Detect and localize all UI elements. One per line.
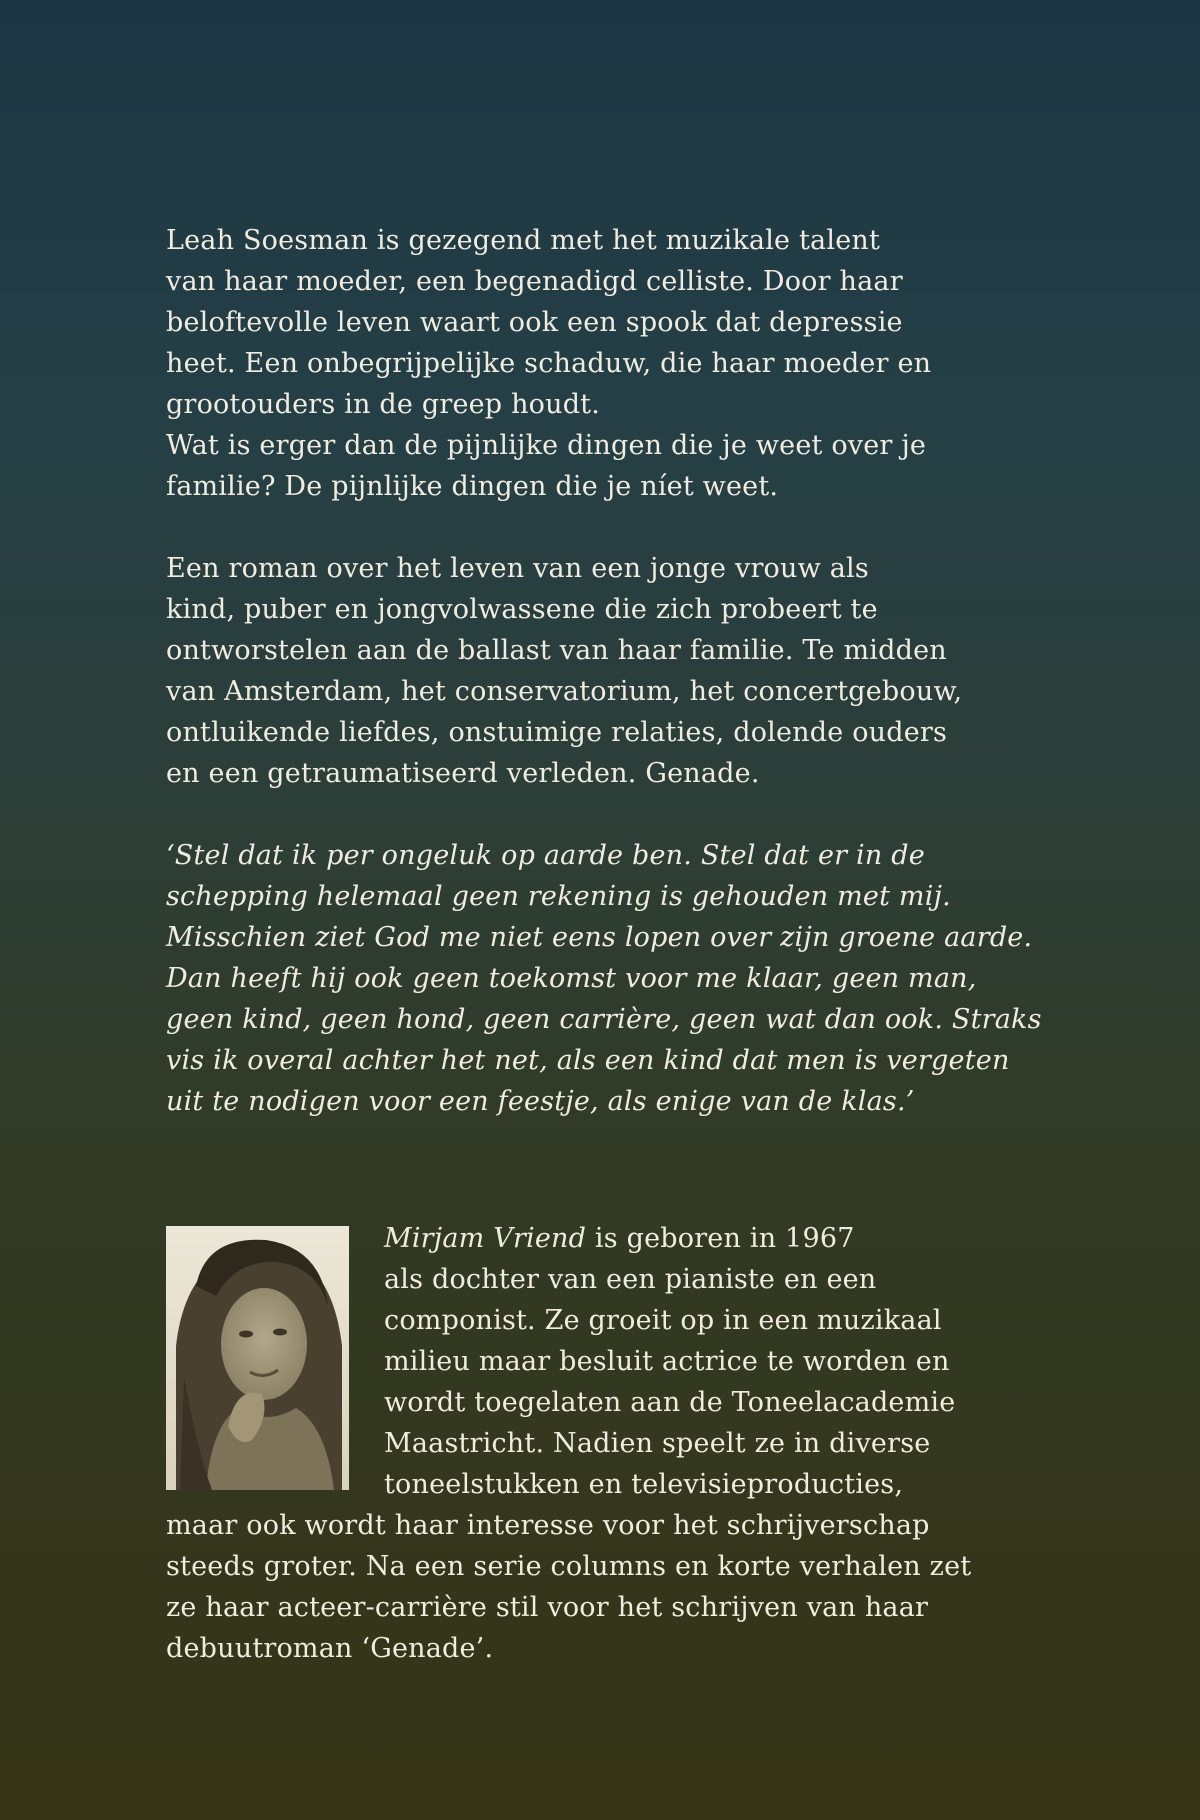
text-line: van haar moeder, een begenadigd celliste. Door haar <box>166 266 903 297</box>
text-line: Wat is erger dan de pijnlijke dingen die je weet over je <box>166 430 927 461</box>
text-line: componist. Ze groeit op in een muzikaal <box>384 1305 942 1336</box>
quote-line: uit te nodigen voor een feestje, als enige van de klas.’ <box>166 1086 915 1117</box>
text-line: wordt toegelaten aan de Toneelacademie <box>384 1387 956 1418</box>
text-line: Maastricht. Nadien speelt ze in diverse <box>384 1428 931 1459</box>
text-line: ze haar acteer-carrière stil voor het schrijven van haar <box>166 1592 929 1623</box>
quote-line: Dan heeft hij ook geen toekomst voor me klaar, geen man, <box>166 963 977 994</box>
text-line: Leah Soesman is gezegend met het muzikale talent <box>166 225 881 256</box>
text-line: ontluikende liefdes, onstuimige relaties, dolende ouders <box>166 717 948 748</box>
text-line: van Amsterdam, het conservatorium, het concertgebouw, <box>166 676 963 707</box>
text-line: als dochter van een pianiste en een <box>384 1264 877 1295</box>
quote-line: geen kind, geen hond, geen carrière, geen wat dan ook. Straks <box>166 1004 1042 1035</box>
paragraph-spacer <box>166 794 1006 835</box>
text-line: kind, puber en jongvolwassene die zich probeert te <box>166 594 878 625</box>
text-line: milieu maar besluit actrice te worden en <box>384 1346 950 1377</box>
section-spacer <box>166 1122 1006 1218</box>
text-line: familie? De pijnlijke dingen die je níet weet. <box>166 471 779 502</box>
quote-paragraph <box>166 835 1042 1122</box>
text-line: en een getraumatiseerd verleden. Genade. <box>166 758 760 789</box>
text-line: Een roman over het leven van een jonge vrouw als <box>166 553 869 584</box>
paragraph-spacer <box>166 507 1006 548</box>
text-fragment: is geboren in 1967 <box>586 1223 855 1254</box>
quote-line: Misschien ziet God me niet eens lopen over zijn groene aarde. <box>166 922 1033 953</box>
text-line: maar ook wordt haar interesse voor het schrijverschap <box>166 1510 930 1541</box>
text-line: debuutroman ‘Genade’. <box>166 1633 494 1664</box>
author-portrait <box>166 1226 349 1490</box>
quote-line: schepping helemaal geen rekening is gehouden met mij. <box>166 881 951 912</box>
quote-line: ‘Stel dat ik per ongeluk op aarde ben. Stel dat er in de <box>166 840 925 871</box>
text-line: heet. Een onbegrijpelijke schaduw, die haar moeder en <box>166 348 932 379</box>
text-line: toneelstukken en televisieproducties, <box>384 1469 904 1500</box>
text-line: steeds groter. Na een serie columns en korte verhalen zet <box>166 1551 972 1582</box>
quote-line: vis ik overal achter het net, als een kind dat men is vergeten <box>166 1045 1010 1076</box>
author-name: Mirjam Vriend <box>384 1223 587 1254</box>
author-bio <box>166 1218 1006 1669</box>
back-cover-text <box>166 220 1042 1669</box>
description-paragraph <box>166 548 1006 794</box>
text-line: grootouders in de greep houdt. <box>166 389 601 420</box>
text-line: beloftevolle leven waart ook een spook dat depressie <box>166 307 903 338</box>
text-line: ontworstelen aan de ballast van haar familie. Te midden <box>166 635 947 666</box>
synopsis-paragraph <box>166 220 1006 507</box>
